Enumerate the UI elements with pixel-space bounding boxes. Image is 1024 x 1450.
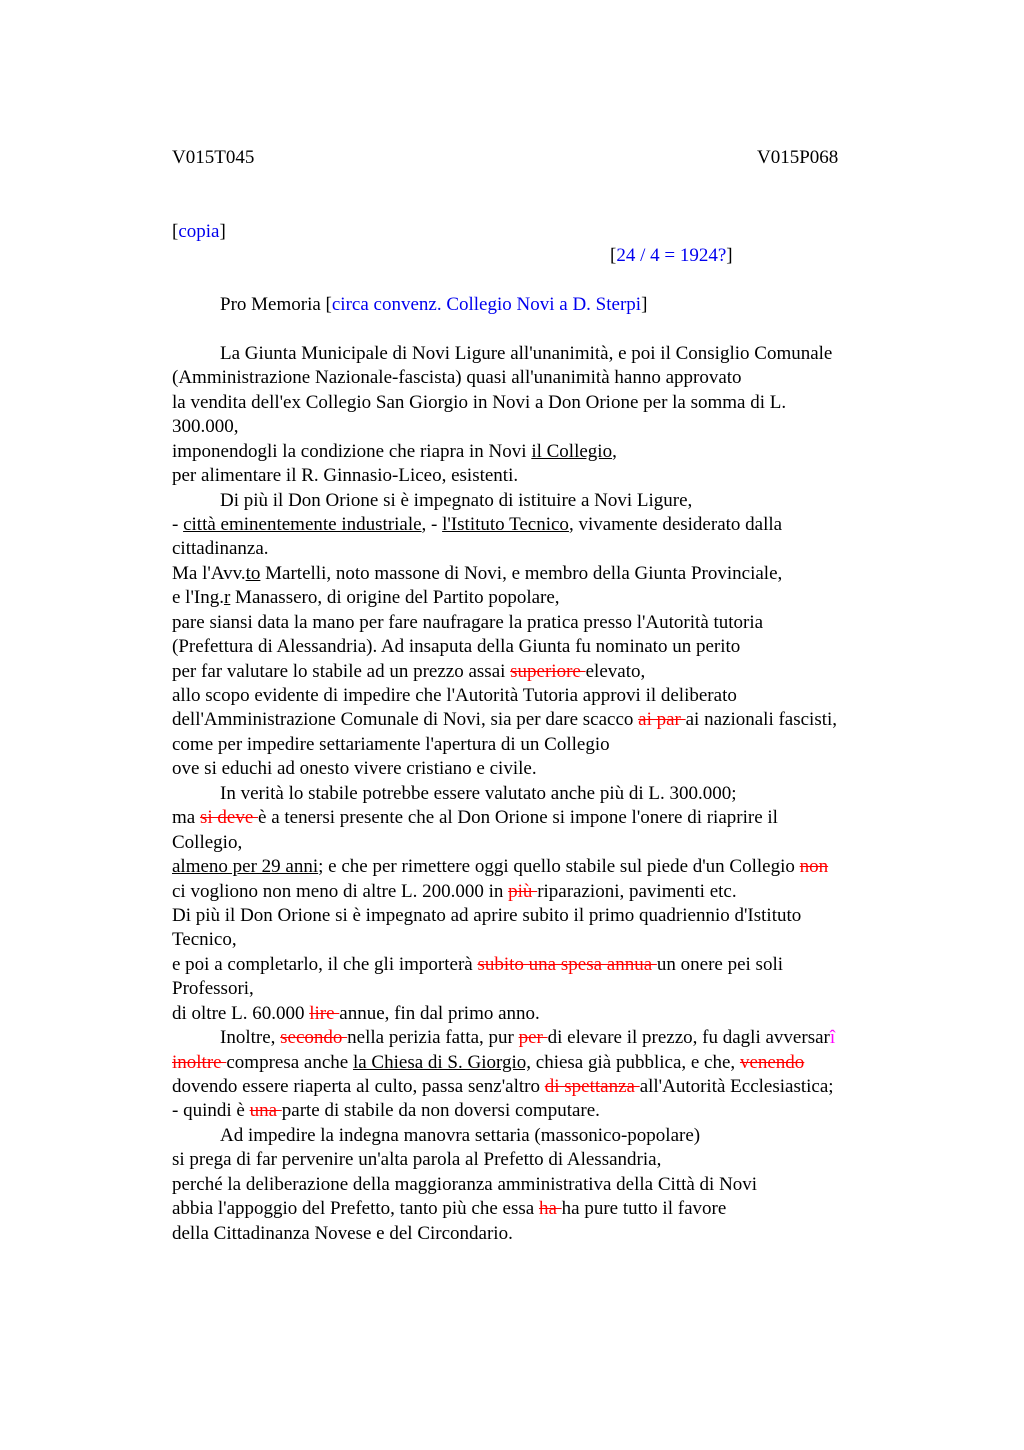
text-line: Di più il Don Orione si è impegnato ad aprire subito il primo quadriennio d'Istituto (172, 905, 802, 926)
text-line: Inoltre, secondo nella perizia fatta, pur per di elevare il prezzo, fu dagli avversarî (220, 1027, 836, 1048)
deleted-text: ha (538, 1198, 562, 1219)
deleted-text: subito una spesa annua (477, 954, 657, 975)
text-line: 300.000, (172, 416, 239, 437)
date-note-text: 24 / 4 = 1924? (616, 245, 727, 266)
text-line: per alimentare il R. Ginnasio-Liceo, esistenti. (172, 465, 519, 486)
deleted-text: di spettanza (544, 1076, 640, 1097)
underlined-text: almeno per 29 anni (172, 856, 319, 877)
document-title: Pro Memoria [circa convenz. Collegio Novi a D. Sterpi] (220, 294, 648, 315)
deleted-text: venendo (739, 1052, 805, 1073)
text-line: imponendogli la condizione che riapra in Novi il Collegio, (172, 441, 617, 462)
deleted-text: inoltre (172, 1052, 227, 1073)
underlined-text: l'Istituto Tecnico (442, 514, 569, 535)
text-line: Tecnico, (172, 929, 237, 950)
deleted-text: più (508, 881, 538, 902)
underlined-text: la Chiesa di S. Giorgio, (352, 1052, 532, 1073)
left-code: V015T045 (172, 147, 255, 168)
text-line: ove si educhi ad onesto vivere cristiano e civile. (172, 758, 537, 779)
underlined-text: r (223, 587, 231, 608)
date-note: [24 / 4 = 1924?] (610, 245, 733, 266)
deleted-text: ai par (638, 709, 686, 730)
inserted-mark: î (829, 1027, 836, 1048)
underlined-text: to (245, 563, 261, 584)
underlined-text: il Collegio (531, 441, 613, 462)
text-line: dell'Amministrazione Comunale di Novi, sia per dare scacco ai par ai nazionali fascisti, (172, 709, 838, 730)
deleted-text: una (249, 1100, 282, 1121)
underlined-text: città eminentemente industriale (183, 514, 422, 535)
text-line: Professori, (172, 978, 254, 999)
text-line: Collegio, (172, 832, 243, 853)
copia-note: [copia] (172, 221, 226, 242)
text-line: - città eminentemente industriale, - l'Istituto Tecnico, vivamente desiderato dalla (172, 514, 783, 535)
text-line: La Giunta Municipale di Novi Ligure all'unanimità, e poi il Consiglio Comunale (220, 343, 833, 364)
text-line: ma si deve è a tenersi presente che al Don Orione si impone l'onere di riaprire il (172, 807, 778, 828)
deleted-text: si deve (199, 807, 259, 828)
text-line: ci vogliono non meno di altre L. 200.000 in più riparazioni, pavimenti etc. (172, 881, 737, 902)
text-line: Ad impedire la indegna manovra settaria (massonico-popolare) (220, 1125, 701, 1146)
text-line: pare siansi data la mano per fare naufragare la pratica presso l'Autorità tutoria (172, 612, 764, 633)
deleted-text: superiore (510, 661, 586, 682)
text-line: della Cittadinanza Novese e del Circondario. (172, 1223, 513, 1244)
text-line: (Prefettura di Alessandria). Ad insaputa della Giunta fu nominato un perito (172, 636, 741, 657)
text-line: abbia l'appoggio del Prefetto, tanto più che essa ha ha pure tutto il favore (172, 1198, 727, 1219)
text-line: e l'Ing.r Manassero, di origine del Partito popolare, (172, 587, 560, 608)
text-line: In verità lo stabile potrebbe essere valutato anche più di L. 300.000; (220, 783, 737, 804)
text-line: Di più il Don Orione si è impegnato di istituire a Novi Ligure, (220, 490, 693, 511)
text-line: come per impedire settariamente l'apertura di un Collegio (172, 734, 610, 755)
text-line: per far valutare lo stabile ad un prezzo assai superiore elevato, (172, 661, 646, 682)
text-line: perché la deliberazione della maggioranza amministrativa della Città di Novi (172, 1174, 758, 1195)
text-line: dovendo essere riaperta al culto, passa senz'altro di spettanza all'Autorità Ecclesiastica; (172, 1076, 834, 1097)
deleted-text: lire (309, 1003, 340, 1024)
text-line: inoltre compresa anche la Chiesa di S. Giorgio, chiesa già pubblica, e che, venendo (172, 1052, 805, 1073)
text-line: e poi a completarlo, il che gli importerà subito una spesa annua un onere pei soli (172, 954, 783, 975)
deleted-text: secondo (280, 1027, 348, 1048)
text-line: - quindi è una parte di stabile da non doversi computare. (172, 1100, 600, 1121)
deleted-text: per (518, 1027, 548, 1048)
deleted-text: non (799, 856, 829, 877)
text-line: la vendita dell'ex Collegio San Giorgio in Novi a Don Orione per la somma di L. (172, 392, 787, 413)
right-code: V015P068 (757, 147, 839, 168)
text-line: cittadinanza. (172, 538, 269, 559)
text-line: (Amministrazione Nazionale-fascista) quasi all'unanimità hanno approvato (172, 367, 742, 388)
text-line: Ma l'Avv.to Martelli, noto massone di Novi, e membro della Giunta Provinciale, (172, 563, 783, 584)
text-line: si prega di far pervenire un'alta parola al Prefetto di Alessandria, (172, 1149, 662, 1170)
text-line: di oltre L. 60.000 lire annue, fin dal primo anno. (172, 1003, 540, 1024)
text-line: allo scopo evidente di impedire che l'Autorità Tutoria approvi il deliberato (172, 685, 737, 706)
title-note: circa convenz. Collegio Novi a D. Sterpi (331, 294, 642, 315)
text-line: almeno per 29 anni; e che per rimettere oggi quello stabile sul piede d'un Collegio non (172, 856, 829, 877)
copia-word: copia (178, 221, 220, 242)
